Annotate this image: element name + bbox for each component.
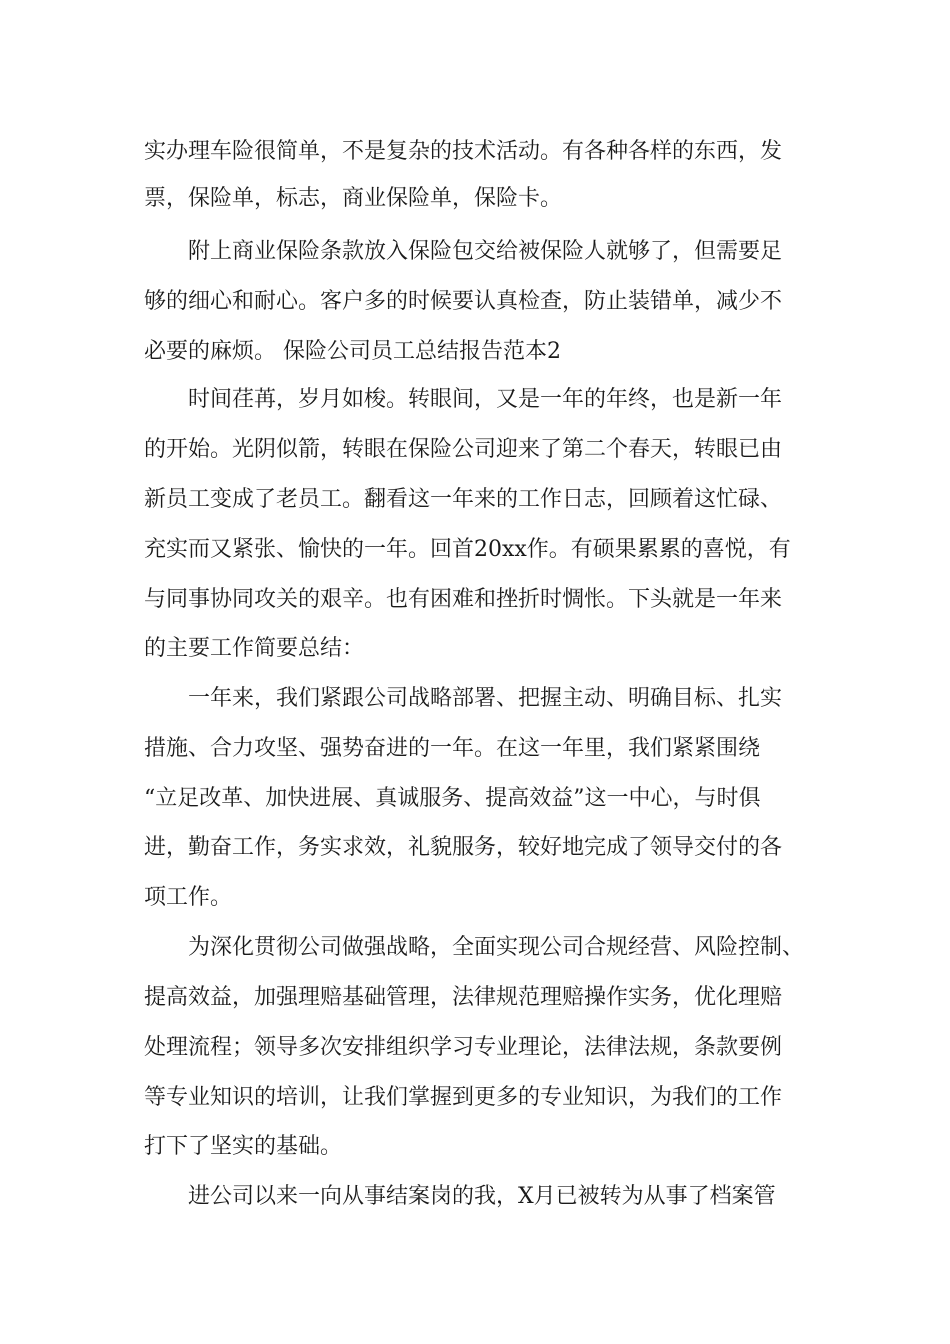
text-line: 打下了坚实的基础。 xyxy=(144,1134,343,1159)
text-line: “立足改革、加快进展、真诚服务、提高效益”这一中心，与时俱 xyxy=(144,786,761,811)
text-line: 够的细心和耐心。客户多的时候要认真检查，防止装错单，减少不 xyxy=(144,289,783,314)
text-line: 进，勤奋工作，务实求效，礼貌服务，较好地完成了领导交付的各 xyxy=(144,835,783,860)
text-line: 充实而又紧张、愉快的一年。回首20xx作。有硕果累累的喜悦，有 xyxy=(144,537,791,562)
text-line: 新员工变成了老员工。翻看这一年来的工作日志，回顾着这忙碌、 xyxy=(144,487,783,512)
text-line: 的开始。光阴似箭，转眼在保险公司迎来了第二个春天，转眼已由 xyxy=(144,437,783,462)
text-line: 与同事协同攻关的艰辛。也有困难和挫折时惆怅。下头就是一年来 xyxy=(144,587,783,612)
text-line: 票，保险单，标志，商业保险单，保险卡。 xyxy=(144,186,563,211)
text-line: 一年来，我们紧跟公司战略部署、把握主动、明确目标、扎实 xyxy=(188,686,783,711)
text-line: 为深化贯彻公司做强战略，全面实现公司合规经营、风险控制、 xyxy=(188,935,805,960)
text-line: 提高效益，加强理赔基础管理，法律规范理赔操作实务，优化理赔 xyxy=(144,985,783,1010)
text-line: 时间荏苒，岁月如梭。转眼间，又是一年的年终，也是新一年 xyxy=(188,387,783,412)
text-line: 处理流程；领导多次安排组织学习专业理论，法律法规，条款要例 xyxy=(144,1035,783,1060)
text-line: 项工作。 xyxy=(144,885,233,910)
text-line: 进公司以来一向从事结案岗的我，X月已被转为从事了档案管 xyxy=(188,1184,776,1209)
text-line: 必要的麻烦。 保险公司员工总结报告范本2 xyxy=(144,339,561,364)
text-line: 等专业知识的培训，让我们掌握到更多的专业知识，为我们的工作 xyxy=(144,1085,783,1110)
text-line: 的主要工作简要总结： xyxy=(144,636,365,661)
text-line: 附上商业保险条款放入保险包交给被保险人就够了，但需要足 xyxy=(188,239,783,264)
text-line: 措施、合力攻坚、强势奋进的一年。在这一年里，我们紧紧围绕 xyxy=(144,736,761,761)
text-line: 实办理车险很简单，不是复杂的技术活动。有各种各样的东西，发 xyxy=(144,139,783,164)
